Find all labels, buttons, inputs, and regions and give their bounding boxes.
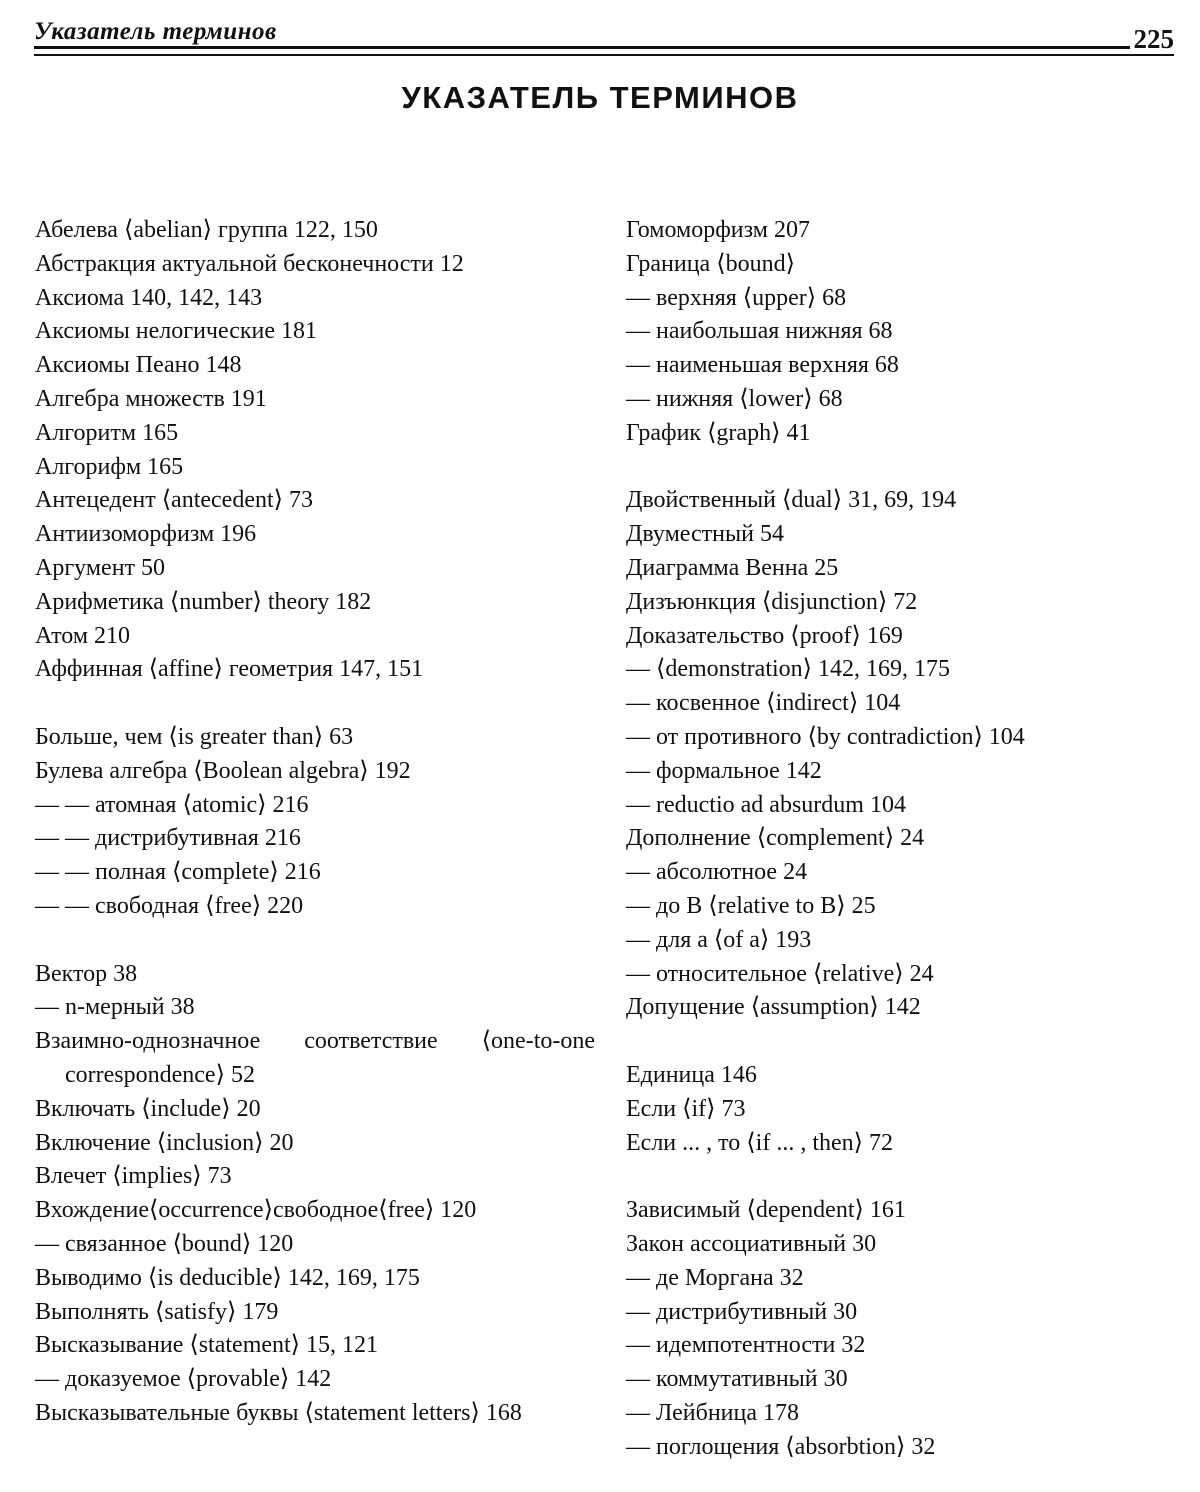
index-entry: Единица 146	[626, 1061, 757, 1088]
index-entry: Аффинная ⟨affine⟩ геометрия 147, 151	[35, 656, 424, 683]
index-entry: Если ⟨if⟩ 73	[626, 1095, 746, 1122]
index-entry: Аргумент 50	[35, 554, 166, 581]
index-entry: Доказательство ⟨proof⟩ 169	[626, 622, 903, 649]
index-entry: Атом 210	[35, 622, 131, 649]
index-group-gap	[626, 1025, 1186, 1059]
index-entry: — — дистрибутивная 216	[35, 825, 301, 852]
index-entry: — дистрибутивный 30	[626, 1298, 858, 1325]
index-entry: Включение ⟨inclusion⟩ 20	[35, 1129, 294, 1156]
index-entry: Диаграмма Венна 25	[626, 554, 839, 581]
index-entry: Дизъюнкция ⟨disjunction⟩ 72	[626, 588, 918, 615]
index-entry: Закон ассоциативный 30	[626, 1230, 877, 1257]
index-entry: — — свободная ⟨free⟩ 220	[35, 892, 304, 919]
index-entry: Двойственный ⟨dual⟩ 31, 69, 194	[626, 487, 957, 514]
index-entry: Алгоритм 165	[35, 419, 179, 446]
index-entry: Высказывательные буквы ⟨statement letters⟩ 168	[35, 1399, 522, 1426]
index-entry: — от противного ⟨by contradiction⟩ 104	[626, 723, 1025, 750]
header-rule-thin	[34, 54, 1174, 56]
index-group-gap	[626, 1160, 1186, 1194]
index-entry: — — атомная ⟨atomic⟩ 216	[35, 791, 309, 818]
index-entry: Абелева ⟨abelian⟩ группа 122, 150	[35, 217, 378, 243]
index-entry: Арифметика ⟨number⟩ theory 182	[35, 588, 372, 615]
index-entry: — абсолютное 24	[626, 859, 808, 886]
index-column-left	[35, 214, 595, 1431]
index-entry: — формальное 142	[626, 757, 822, 784]
running-head	[34, 14, 1174, 62]
index-entry: График ⟨graph⟩ 41	[626, 419, 811, 446]
index-entry: Граница ⟨bound⟩	[626, 250, 795, 277]
index-entry: — до B ⟨relative to B⟩ 25	[626, 892, 876, 919]
index-entry: — связанное ⟨bound⟩ 120	[35, 1230, 294, 1257]
index-entry: Допущение ⟨assumption⟩ 142	[626, 994, 921, 1021]
index-entry: Включать ⟨include⟩ 20	[35, 1095, 261, 1122]
index-column-right	[626, 214, 1186, 1464]
index-entry: Абстракция актуальной бесконечности 12	[35, 250, 464, 277]
index-entry: Высказывание ⟨statement⟩ 15, 121	[35, 1332, 379, 1359]
index-entry: Выводимо ⟨is deducible⟩ 142, 169, 175	[35, 1264, 420, 1291]
index-entry: Аксиомы Пеано 148	[35, 352, 242, 379]
index-entry: Взаимно-однозначное соответствие ⟨one-to-one correspondence⟩ 52	[35, 1028, 595, 1088]
index-entry: — нижняя ⟨lower⟩ 68	[626, 385, 843, 412]
index-entry: — верхняя ⟨upper⟩ 68	[626, 284, 847, 311]
index-entry: Больше, чем ⟨is greater than⟩ 63	[35, 723, 354, 750]
page-title: УКАЗАТЕЛЬ ТЕРМИНОВ	[401, 80, 799, 115]
index-entry: Аксиомы нелогические 181	[35, 318, 318, 345]
index-entry: — де Моргана 32	[626, 1264, 804, 1291]
running-title: Указатель терминов	[34, 18, 277, 45]
index-entry: Выполнять ⟨satisfy⟩ 179	[35, 1298, 279, 1325]
index-entry: Если ... , то ⟨if ... , then⟩ 72	[626, 1129, 894, 1156]
index-entry: — наименьшая верхняя 68	[626, 352, 899, 379]
index-entry: — относительное ⟨relative⟩ 24	[626, 960, 934, 987]
index-entry: Антиизоморфизм 196	[35, 521, 257, 548]
index-entry: — reductio ad absurdum 104	[626, 791, 906, 818]
index-entry: — — полная ⟨complete⟩ 216	[35, 859, 321, 886]
index-entry: — для a ⟨of a⟩ 193	[626, 926, 812, 953]
index-entry: Вектор 38	[35, 960, 138, 987]
page-number: 225	[1133, 24, 1174, 54]
index-entry: Гомоморфизм 207	[626, 217, 810, 243]
index-entry: — ⟨demonstration⟩ 142, 169, 175	[626, 656, 951, 683]
index-entry: — Лейбница 178	[626, 1399, 800, 1426]
index-entry: — n-мерный 38	[35, 994, 195, 1021]
index-entry: Дополнение ⟨complement⟩ 24	[626, 825, 925, 852]
index-entry: Зависимый ⟨dependent⟩ 161	[626, 1197, 906, 1224]
index-entry: Аксиома 140, 142, 143	[35, 284, 263, 311]
index-entry: — поглощения ⟨absorbtion⟩ 32	[626, 1433, 936, 1460]
index-group-gap	[626, 451, 1186, 485]
index-entry: — наибольшая нижняя 68	[626, 318, 893, 345]
index-entry: Алгорифм 165	[35, 453, 184, 480]
index-entry: Двуместный 54	[626, 521, 784, 548]
index-entry: — косвенное ⟨indirect⟩ 104	[626, 690, 901, 717]
index-group-gap	[35, 924, 595, 958]
index-group-gap	[35, 687, 595, 721]
index-entry: Булева алгебра ⟨Boolean algebra⟩ 192	[35, 757, 411, 784]
index-entry: — доказуемое ⟨provable⟩ 142	[35, 1366, 332, 1393]
index-entry: — коммутативный 30	[626, 1366, 848, 1393]
index-entry: Вхождение⟨occurrence⟩свободное⟨free⟩ 120	[35, 1197, 477, 1224]
header-rule	[34, 46, 1130, 49]
index-entry: — идемпотентности 32	[626, 1332, 866, 1359]
index-entry: Влечет ⟨implies⟩ 73	[35, 1163, 232, 1190]
index-entry: Алгебра множеств 191	[35, 385, 267, 412]
index-entry: Антецедент ⟨antecedent⟩ 73	[35, 487, 314, 514]
